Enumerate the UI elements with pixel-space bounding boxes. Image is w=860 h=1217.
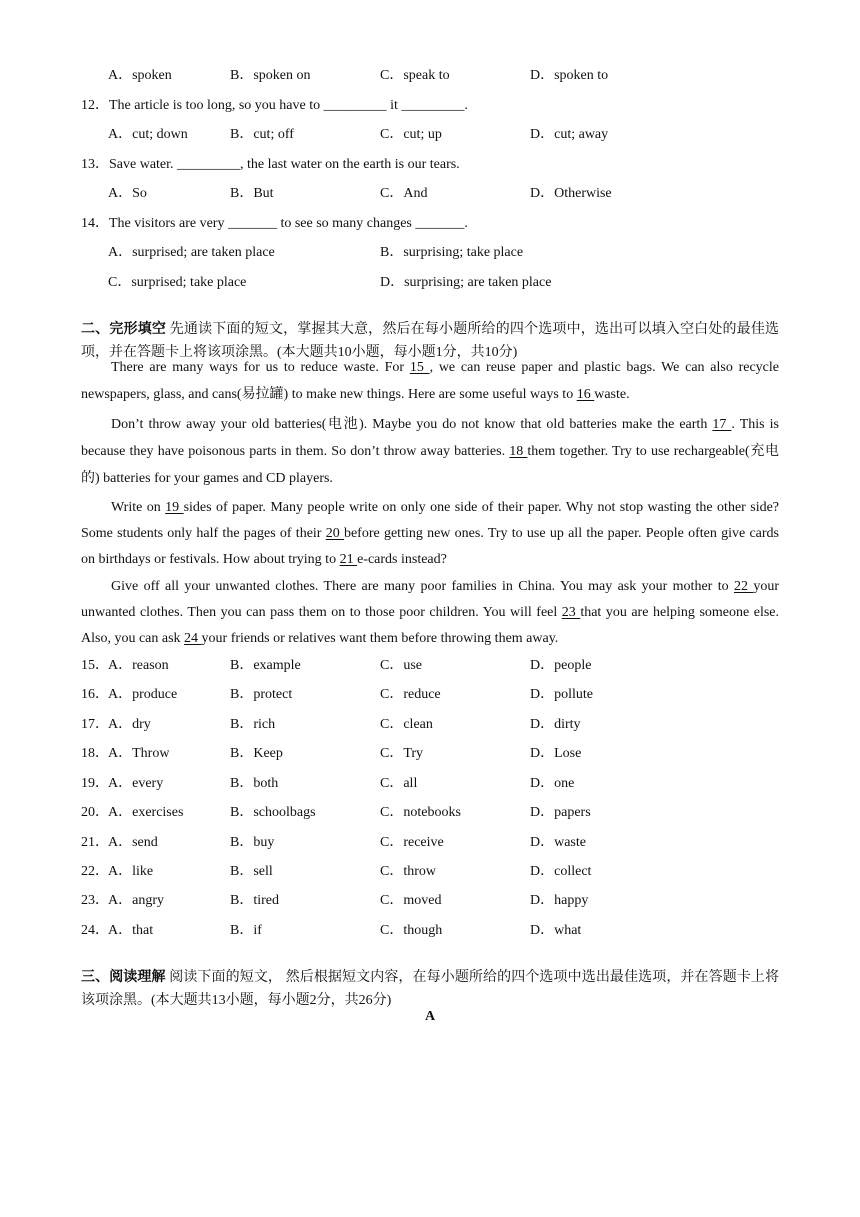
cloze-p2-text-c: them together. Try to use rechargeable(充电的) batteries for your games and CD players. xyxy=(81,444,779,486)
q14-text: 14．The visitors are very _______ to see so many changes _______. xyxy=(81,216,468,231)
option-b: B．both xyxy=(230,776,279,791)
blank-16: 16 xyxy=(576,387,595,402)
section3-instructions: 阅读下面的短文， 然后根据短文内容，在每小题所给的四个选项中选出最佳选项，并在答题卡上将该项涂黑。(本大题共13小题，每小题2分，共26分) xyxy=(81,970,780,1008)
cloze-question-22 xyxy=(0,861,860,883)
cloze-question-24 xyxy=(0,920,860,942)
cloze-question-17 xyxy=(0,714,860,736)
option-b: B．schoolbags xyxy=(230,805,316,820)
passage-label: A xyxy=(424,1009,436,1024)
option-d: D．people xyxy=(530,658,592,673)
question-number: 16． xyxy=(81,687,109,702)
option-d: D．waste xyxy=(530,835,586,850)
option-d: D．collect xyxy=(530,864,592,879)
option-c: C．use xyxy=(380,658,422,673)
option-a: A．exercises xyxy=(108,805,184,820)
option-b: B．protect xyxy=(230,687,293,702)
q12-option-b: B．cut; off xyxy=(230,127,294,142)
cloze-p3-text-a: Write on xyxy=(111,500,166,515)
q11-option-b: B．spoken on xyxy=(230,68,311,83)
cloze-p2-text-b: . This is because they have poisonous parts in them. So don’t throw away batteries. xyxy=(81,417,779,459)
question-number: 23． xyxy=(81,893,109,908)
blank-17: 17 xyxy=(712,417,732,432)
cloze-question-19 xyxy=(0,773,860,795)
blank-23: 23 xyxy=(561,605,581,620)
q13-option-a: A．So xyxy=(108,186,147,201)
cloze-p1-text-c: waste. xyxy=(594,387,630,402)
question-number: 17． xyxy=(81,717,109,732)
blank-15: 15 xyxy=(409,360,430,375)
q13-options xyxy=(0,183,860,205)
option-a: A．like xyxy=(108,864,154,879)
option-c: C．throw xyxy=(380,864,436,879)
q13-option-d: D．Otherwise xyxy=(530,186,612,201)
option-a: A．that xyxy=(108,923,154,938)
option-d: D．Lose xyxy=(530,746,582,761)
cloze-p4-text-d: your friends or relatives want them before throwing them away. xyxy=(201,631,559,646)
question-number: 24． xyxy=(81,923,109,938)
blank-22: 22 xyxy=(733,579,754,594)
question-number: 19． xyxy=(81,776,109,791)
q14-options-cd xyxy=(0,272,860,294)
option-c: C．all xyxy=(380,776,418,791)
question-number: 21． xyxy=(81,835,109,850)
option-b: B．Keep xyxy=(230,746,283,761)
cloze-p1-text-b: , we can reuse paper and plastic bags. We can also recycle newspapers, glass, and cans(易拉罐) to make new things. Here are some useful ways to xyxy=(81,360,779,402)
cloze-paragraph-4 xyxy=(81,574,779,652)
q14-options-ab xyxy=(0,242,860,264)
cloze-p3-text-d: e-cards instead? xyxy=(357,552,447,567)
option-a: A．Throw xyxy=(108,746,170,761)
cloze-question-21 xyxy=(0,832,860,854)
option-c: C．clean xyxy=(380,717,433,732)
option-c: C．moved xyxy=(380,893,442,908)
blank-19: 19 xyxy=(165,500,184,515)
cloze-question-20 xyxy=(0,802,860,824)
question-number: 22． xyxy=(81,864,109,879)
question-number: 18． xyxy=(81,746,109,761)
q14-stem xyxy=(0,213,860,235)
question-number: 15． xyxy=(81,658,109,673)
q14-option-d: D．surprising; are taken place xyxy=(380,275,552,290)
q14-option-b: B．surprising; take place xyxy=(380,245,524,260)
q11-option-c: C．speak to xyxy=(380,68,450,83)
q13-option-c: C．And xyxy=(380,186,428,201)
option-a: A．send xyxy=(108,835,158,850)
cloze-question-23 xyxy=(0,890,860,912)
option-c: C．Try xyxy=(380,746,424,761)
q12-options xyxy=(0,124,860,146)
blank-21: 21 xyxy=(339,552,358,567)
q14-option-c: C．surprised; take place xyxy=(108,275,247,290)
q13-option-b: B．But xyxy=(230,186,274,201)
option-b: B．example xyxy=(230,658,301,673)
cloze-p4-text-c: that you are helping someone else. Also, you can ask xyxy=(81,605,779,646)
q13-stem xyxy=(0,154,860,176)
question-number: 20． xyxy=(81,805,109,820)
cloze-paragraph-3 xyxy=(81,495,779,573)
section2-instructions: 先通读下面的短文，掌握其大意，然后在每小题所给的四个选项中，选出可以填入空白处的最佳选项，并在答题卡上将该项涂黑。(本大题共10小题，每小题1分，共10分) xyxy=(81,322,780,360)
q11-option-a: A．spoken xyxy=(108,68,172,83)
cloze-question-18 xyxy=(0,743,860,765)
cloze-p4-text-a: Give off all your unwanted clothes. There are many poor families in China. You may ask your mother to xyxy=(111,579,734,594)
option-b: B．rich xyxy=(230,717,276,732)
option-b: B．sell xyxy=(230,864,273,879)
q11-option-d: D．spoken to xyxy=(530,68,609,83)
blank-20: 20 xyxy=(325,526,344,541)
option-d: D．happy xyxy=(530,893,589,908)
q12-text: 12．The article is too long, so you have to _________ it _________. xyxy=(81,98,468,113)
q12-option-d: D．cut; away xyxy=(530,127,609,142)
cloze-paragraph-2 xyxy=(81,411,779,492)
option-a: A．produce xyxy=(108,687,178,702)
option-c: C．though xyxy=(380,923,443,938)
option-b: B．tired xyxy=(230,893,279,908)
option-c: C．notebooks xyxy=(380,805,461,820)
cloze-p3-text-b: sides of paper. Many people write on only one side of their paper. Why not stop wasting the other side? Some students only half the pages of their xyxy=(81,500,780,541)
option-a: A．reason xyxy=(108,658,169,673)
option-c: C．reduce xyxy=(380,687,441,702)
section3-title: 三、阅读理解 xyxy=(81,970,166,985)
blank-18: 18 xyxy=(509,444,528,459)
option-a: A．dry xyxy=(108,717,151,732)
option-a: A．every xyxy=(108,776,164,791)
blank-24: 24 xyxy=(184,631,202,646)
option-d: D．one xyxy=(530,776,575,791)
cloze-p2-text-a: Don’t throw away your old batteries(电池). Maybe you do not know that old batteries make the earth xyxy=(111,417,713,432)
option-a: A．angry xyxy=(108,893,164,908)
option-b: B．buy xyxy=(230,835,275,850)
option-c: C．receive xyxy=(380,835,444,850)
cloze-p3-text-c: before getting new ones. Try to use up all the paper. People often give cards on birthdays or festivals. How about trying to xyxy=(81,526,779,567)
option-d: D．papers xyxy=(530,805,591,820)
cloze-question-15 xyxy=(0,655,860,677)
cloze-paragraph-1 xyxy=(81,354,779,408)
option-b: B．if xyxy=(230,923,262,938)
cloze-question-16 xyxy=(0,684,860,706)
q12-option-c: C．cut; up xyxy=(380,127,442,142)
option-d: D．what xyxy=(530,923,582,938)
q14-option-a: A．surprised; are taken place xyxy=(108,245,275,260)
q12-option-a: A．cut; down xyxy=(108,127,188,142)
cloze-p4-text-b: your unwanted clothes. Then you can pass them on to those poor children. You will feel xyxy=(81,579,779,620)
option-d: D．pollute xyxy=(530,687,593,702)
option-d: D．dirty xyxy=(530,717,581,732)
q12-stem xyxy=(0,95,860,117)
section2-title: 二、完形填空 xyxy=(81,322,167,337)
cloze-p1-text-a: There are many ways for us to reduce waste. For xyxy=(111,360,410,375)
q13-text: 13．Save water. _________, the last water on the earth is our tears. xyxy=(81,157,460,172)
q11-options xyxy=(0,65,860,87)
